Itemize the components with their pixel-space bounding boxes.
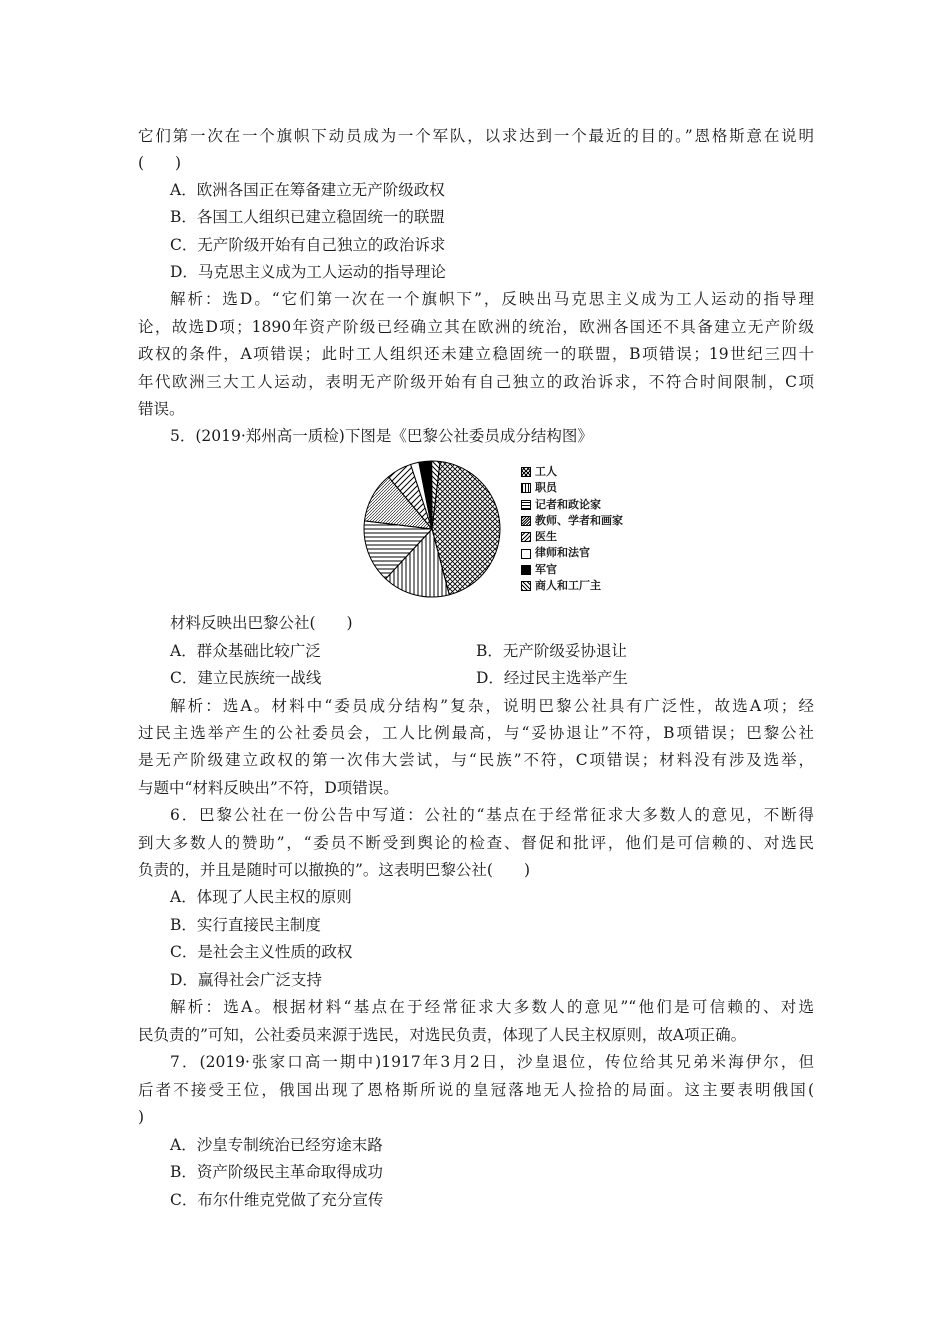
option-b: B．资产阶级民主革命取得成功 <box>170 1163 383 1181</box>
legend-label: 记者和政论家 <box>535 497 601 511</box>
analysis-line: 解析：选D。“它们第一次在一个旗帜下”，反映出马克思主义成为工人运动的指导理 <box>170 290 814 308</box>
legend-swatch <box>521 516 531 526</box>
question-6-line: 负责的，并且是随时可以撤换的”。这表明巴黎公社( ) <box>138 861 531 879</box>
legend-swatch <box>521 549 531 559</box>
analysis-line: 民负责的”可知，公社委员来源于选民，对选民负责，体现了人民主权原则，故A项正确。 <box>138 1026 747 1044</box>
analysis-line: 政权的条件，A项错误；此时工人组织还未建立稳固统一的联盟，B项错误；19世纪三四十 <box>138 345 814 363</box>
option-a: A．体现了人民主权的原则 <box>170 888 352 906</box>
legend-item <box>521 480 623 496</box>
legend-swatch <box>521 532 531 542</box>
pie-chart <box>360 459 505 599</box>
question-stem: 材料反映出巴黎公社( ) <box>170 614 353 632</box>
option-a: A．欧洲各国正在筹备建立无产阶级政权 <box>170 181 445 199</box>
question-6-line: 到大多数人的赞助”，“委员不断受到舆论的检查、督促和批评，他们是可信赖的、对选民 <box>138 834 814 852</box>
legend-swatch <box>521 565 531 575</box>
option-c: C．是社会主义性质的政权 <box>170 943 353 961</box>
question-7: 7．(2019·张家口高一期中)1917年3月2日，沙皇退位，传位给其兄弟米海伊尔，但 <box>170 1053 814 1071</box>
analysis-line: 论，故选D项；1890年资产阶级已经确立其在欧洲的统治，欧洲各国还不具备建立无产阶级 <box>138 318 814 336</box>
option-d: D．赢得社会广泛支持 <box>170 971 322 989</box>
option-b: B．无产阶级妥协退让 <box>476 642 627 660</box>
question-6: 6．巴黎公社在一份公告中写道：公社的“基点在于经常征求大多数人的意见，不断得 <box>170 806 814 824</box>
legend-swatch <box>521 467 531 477</box>
option-d: D．马克思主义成为工人运动的指导理论 <box>170 263 446 281</box>
analysis-line: 与题中“材料反映出”不符，D项错误。 <box>138 779 399 797</box>
legend-swatch <box>521 500 531 510</box>
option-a: A．群众基础比较广泛 <box>170 642 321 660</box>
legend-label: 商人和工厂主 <box>535 579 601 593</box>
text-line: 它们第一次在一个旗帜下动员成为一个军队，以求达到一个最近的目的。”恩格斯意在说明 <box>138 127 814 145</box>
legend-label: 律师和法官 <box>535 546 590 560</box>
analysis-line: 解析：选A。材料中“委员成分结构”复杂，说明巴黎公社具有广泛性，故选A项；经 <box>170 697 814 715</box>
legend-item <box>521 513 623 529</box>
legend-item <box>521 464 623 480</box>
answer-bracket: ( ) <box>138 154 182 172</box>
legend-label: 军官 <box>535 562 557 576</box>
legend-item <box>521 578 623 594</box>
question-7-line: 后者不接受王位，俄国出现了恩格斯所说的皇冠落地无人捡拾的局面。这主要表明俄国( <box>138 1081 814 1099</box>
legend-swatch <box>521 581 531 591</box>
option-c: C．布尔什维克党做了充分宣传 <box>170 1191 384 1209</box>
option-c: C．无产阶级开始有自己独立的政治诉求 <box>170 236 446 254</box>
option-a: A．沙皇专制统治已经穷途末路 <box>170 1136 383 1154</box>
legend-item <box>521 497 623 513</box>
legend-item <box>521 545 623 561</box>
analysis-line: 年代欧洲三大工人运动，表明无产阶级开始有自己独立的政治诉求，不符合时间限制，C项 <box>138 373 814 391</box>
question-5: 5．(2019·郑州高一质检)下图是《巴黎公社委员成分结构图》 <box>170 427 593 445</box>
chart-legend <box>521 464 623 594</box>
legend-item <box>521 562 623 578</box>
legend-swatch <box>521 483 531 493</box>
legend-label: 教师、学者和画家 <box>535 513 623 527</box>
legend-label: 医生 <box>535 530 557 544</box>
analysis-line: 过民主选举产生的公社委员会，工人比例最高，与“妥协退让”不符，B项错误；巴黎公社 <box>138 724 814 742</box>
option-b: B．各国工人组织已建立稳固统一的联盟 <box>170 208 445 226</box>
legend-item <box>521 529 623 545</box>
answer-bracket: ) <box>138 1108 145 1126</box>
legend-label: 工人 <box>535 465 557 478</box>
analysis-line: 错误。 <box>138 400 185 418</box>
analysis-line: 解析：选A。根据材料“基点在于经常征求大多数人的意见”“他们是可信赖的、对选 <box>170 998 814 1016</box>
analysis-line: 是无产阶级建立政权的第一次伟大尝试，与“民族”不符，C项错误；材料没有涉及选举， <box>138 751 814 769</box>
option-b: B．实行直接民主制度 <box>170 916 321 934</box>
legend-label: 职员 <box>535 481 557 495</box>
option-d: D．经过民主选举产生 <box>476 669 628 687</box>
option-c: C．建立民族统一战线 <box>170 669 322 687</box>
